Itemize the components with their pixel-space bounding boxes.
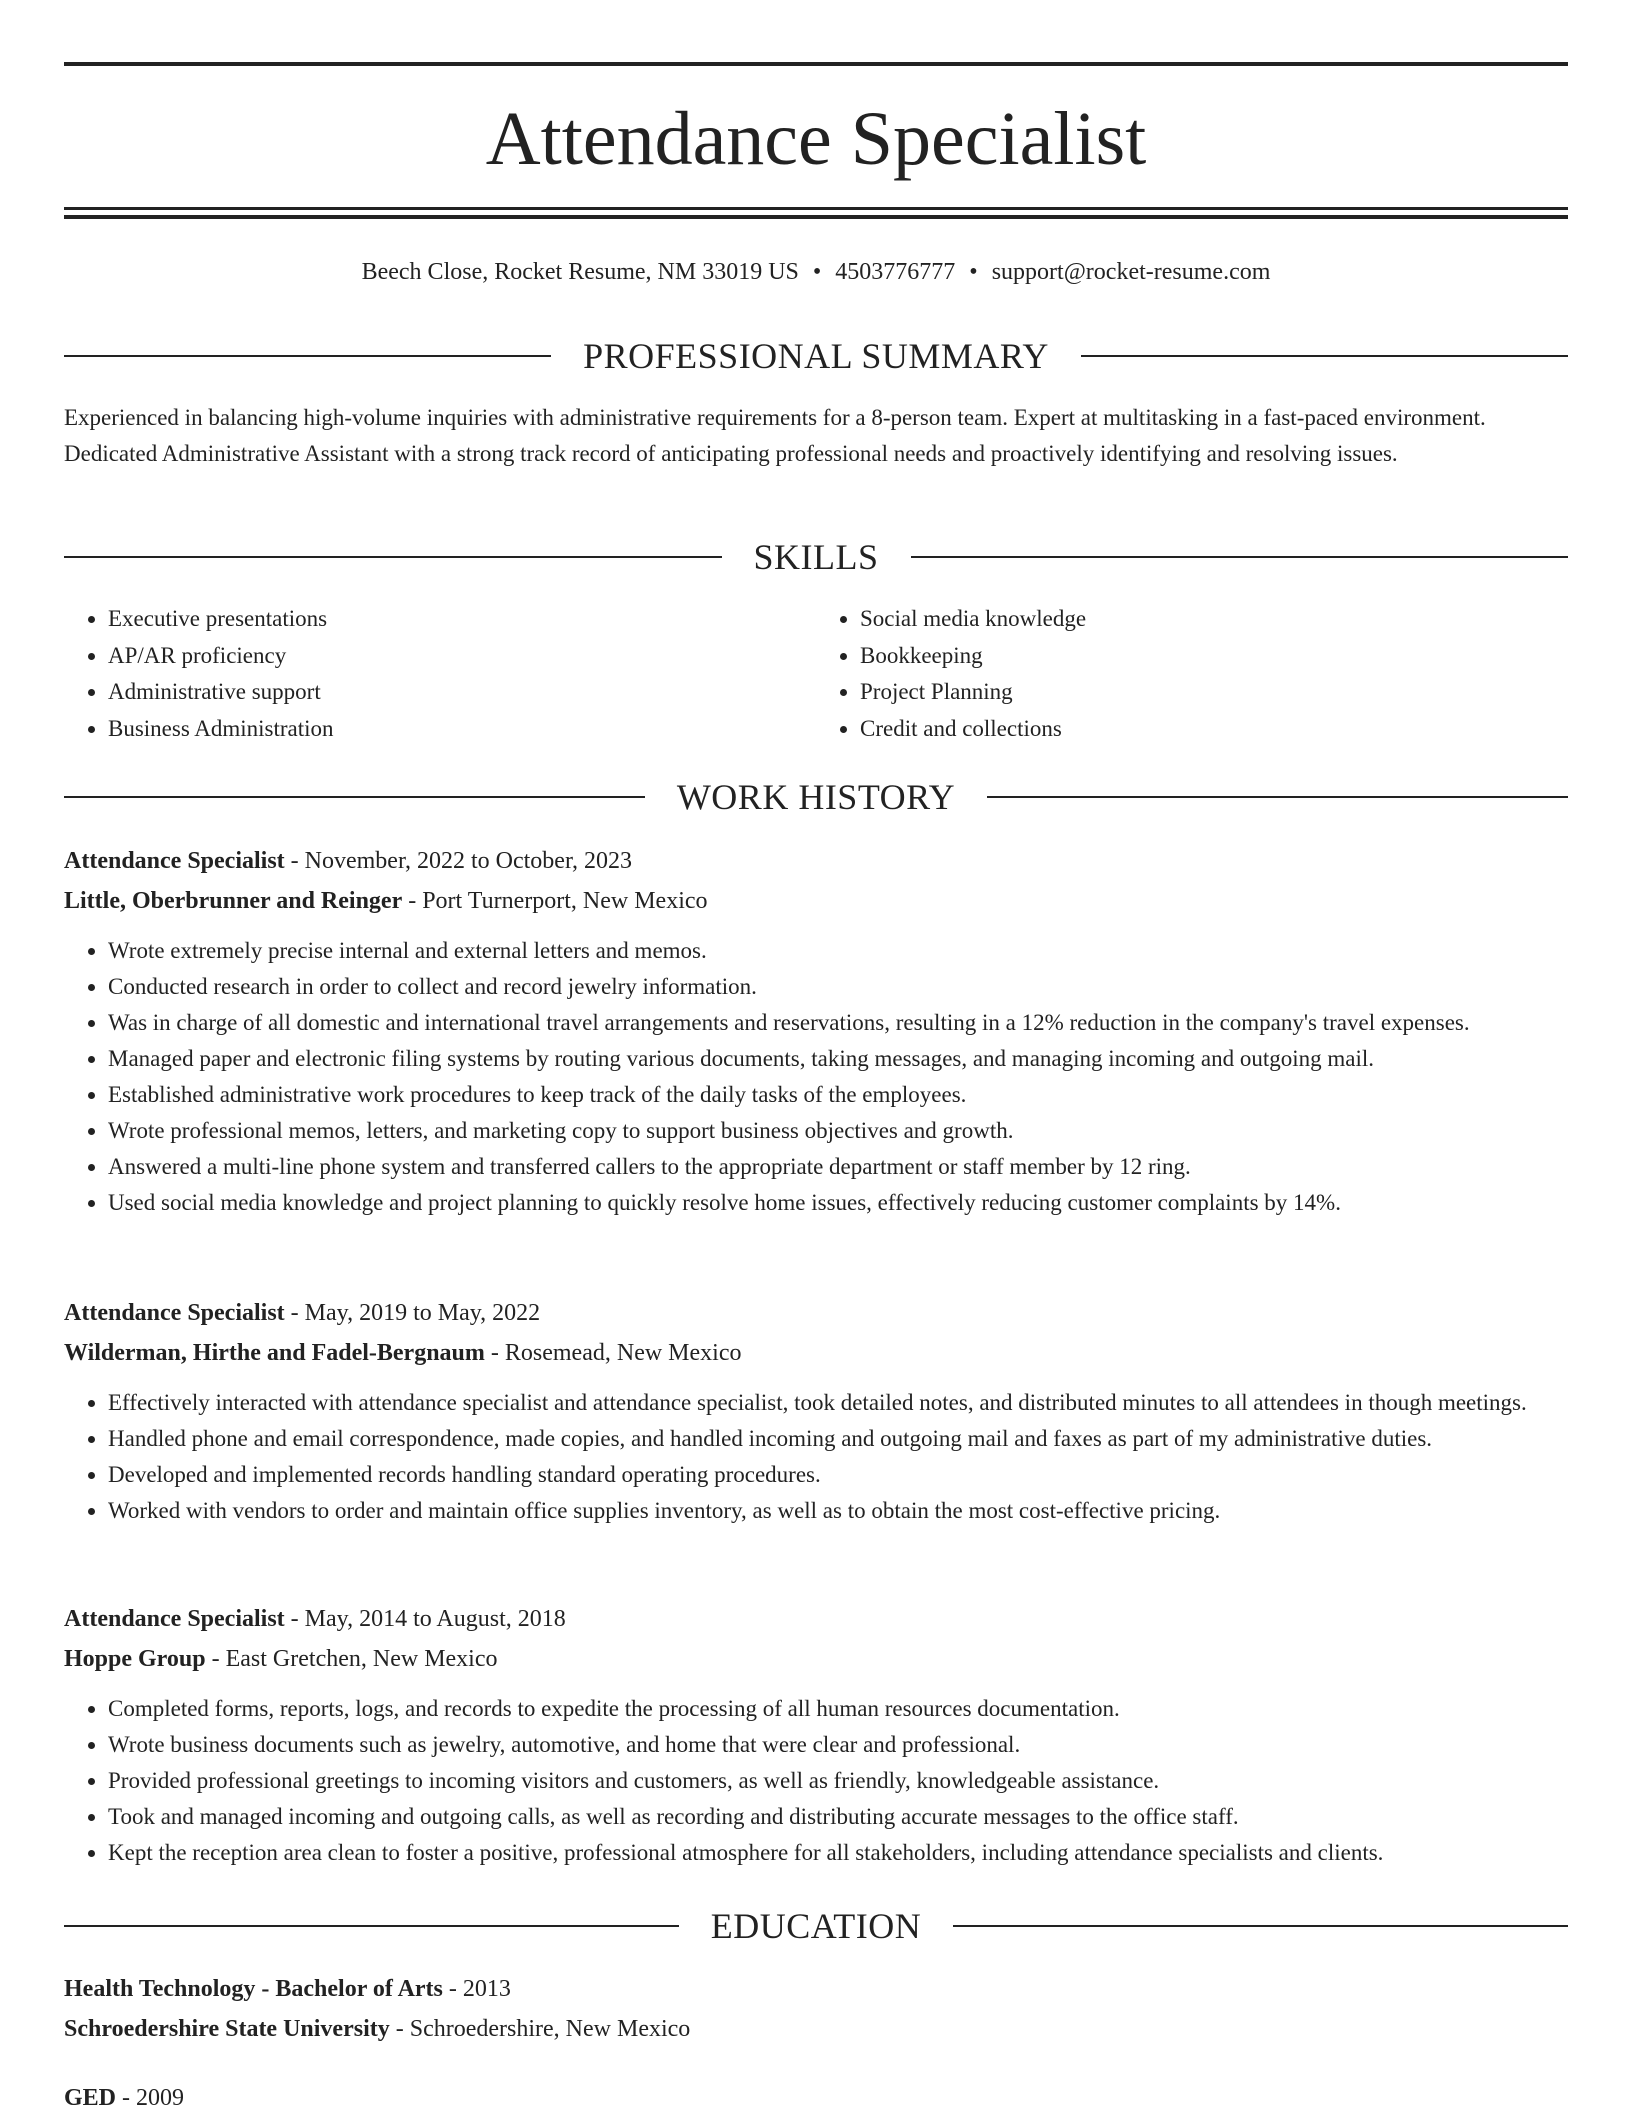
job-bullet: • Handled phone and email correspondence, made copies, and handled incoming and outgoing mail and faxes as part of my administrative duties. xyxy=(108,1421,1568,1457)
divider xyxy=(64,796,645,798)
job-dates: - May, 2014 to August, 2018 xyxy=(284,1606,566,1632)
job-entry xyxy=(64,1293,1568,1529)
skills-list xyxy=(64,601,1568,747)
education-entry xyxy=(64,1969,1568,2049)
job-bullet: • Established administrative work procedures to keep track of the daily tasks of the employees. xyxy=(108,1077,1568,1113)
company-name: Wilderman, Hirthe and Fadel-Bergnaum xyxy=(64,1340,485,1366)
job-bullet: • Worked with vendors to order and maintain office supplies inventory, as well as to obtain the most cost-effective pricing. xyxy=(108,1493,1568,1529)
divider xyxy=(64,556,722,558)
skill-item: • Administrative support xyxy=(108,674,816,711)
section-title: PROFESSIONAL SUMMARY xyxy=(583,336,1049,376)
job-bullet: • Wrote business documents such as jewelry, automotive, and home that were clear and professional. xyxy=(108,1727,1568,1763)
job-location: - Rosemead, New Mexico xyxy=(484,1340,742,1366)
degree-year: - 2013 xyxy=(442,1976,511,2002)
job-title-line xyxy=(64,1293,1568,1333)
education-entry xyxy=(64,2078,1568,2118)
school-name: Schroedershire State University xyxy=(64,2016,390,2042)
section-header-skills xyxy=(64,535,1568,579)
contact-line xyxy=(64,254,1568,290)
job-bullet: • Kept the reception area clean to foster a positive, professional atmosphere for all stakeholders, including attendance specialists and clients. xyxy=(108,1835,1568,1871)
double-rule xyxy=(64,207,1568,220)
job-bullets xyxy=(64,1385,1568,1529)
job-bullet: • Developed and implemented records handling standard operating procedures. xyxy=(108,1457,1568,1493)
divider xyxy=(1081,355,1568,357)
job-bullet: • Effectively interacted with attendance specialist and attendance specialist, took detailed notes, and distributed minutes to all attendees in though meetings. xyxy=(108,1385,1568,1421)
job-title-line xyxy=(64,841,1568,881)
divider xyxy=(987,796,1568,798)
school-line xyxy=(64,2009,1568,2049)
job-bullet: • Provided professional greetings to incoming visitors and customers, as well as friendly, knowledgeable assistance. xyxy=(108,1763,1568,1799)
school-location: - Schroedershire, New Mexico xyxy=(389,2016,691,2042)
job-bullet: • Was in charge of all domestic and international travel arrangements and reservations, resulting in a 12% reduction in the company's travel expenses. xyxy=(108,1005,1568,1041)
divider xyxy=(64,1925,679,1927)
job-bullet: • Wrote professional memos, letters, and marketing copy to support business objectives and growth. xyxy=(108,1113,1568,1149)
section-title: SKILLS xyxy=(753,537,879,577)
job-bullet: • Took and managed incoming and outgoing calls, as well as recording and distributing accurate messages to the office staff. xyxy=(108,1799,1568,1835)
skill-item: • Bookkeeping xyxy=(860,638,1568,675)
job-bullets xyxy=(64,1691,1568,1871)
divider xyxy=(911,556,1569,558)
skill-item: • Executive presentations xyxy=(108,601,816,638)
job-bullets xyxy=(64,933,1568,1221)
job-location: - Port Turnerport, New Mexico xyxy=(402,888,708,914)
job-title: Attendance Specialist xyxy=(64,1606,285,1632)
address: Beech Close, Rocket Resume, NM 33019 US xyxy=(361,259,799,285)
degree-line xyxy=(64,1969,1568,2009)
skills-column-left xyxy=(64,601,816,747)
job-bullet: • Managed paper and electronic filing systems by routing various documents, taking messages, and managing incoming and outgoing mail. xyxy=(108,1041,1568,1077)
job-dates: - May, 2019 to May, 2022 xyxy=(284,1300,541,1326)
job-bullet: • Answered a multi-line phone system and transferred callers to the appropriate department or staff member by 12 ring. xyxy=(108,1149,1568,1185)
separator: • xyxy=(812,259,822,285)
skill-item: • AP/AR proficiency xyxy=(108,638,816,675)
job-bullet: • Completed forms, reports, logs, and records to expedite the processing of all human resources documentation. xyxy=(108,1691,1568,1727)
phone: 4503776777 xyxy=(835,259,956,285)
section-header-education xyxy=(64,1904,1568,1948)
job-title-line xyxy=(64,1599,1568,1639)
degree-year: - 2009 xyxy=(116,2085,185,2111)
degree: GED xyxy=(64,2085,117,2111)
skill-item: • Business Administration xyxy=(108,711,816,748)
summary-text: Experienced in balancing high-volume inquiries with administrative requirements for a 8-person team. Expert at multitasking in a fast-paced environment. Dedicated Administrative Assistant with a strong track record of anticipating professional needs and proactively identifying and resolving issues. xyxy=(64,405,1486,466)
company-name: Little, Oberbrunner and Reinger xyxy=(64,888,403,914)
degree-line xyxy=(64,2078,1568,2118)
email: support@rocket-resume.com xyxy=(991,259,1271,285)
job-bullet: • Used social media knowledge and project planning to quickly resolve home issues, effectively reducing customer complaints by 14%. xyxy=(108,1185,1568,1221)
job-title: Attendance Specialist xyxy=(64,1300,285,1326)
job-entry xyxy=(64,841,1568,1221)
section-title: WORK HISTORY xyxy=(676,777,956,817)
job-title: Attendance Specialist xyxy=(64,848,285,874)
divider xyxy=(64,355,551,357)
job-company-line xyxy=(64,1639,1568,1679)
job-location: - East Gretchen, New Mexico xyxy=(205,1646,498,1672)
company-name: Hoppe Group xyxy=(64,1646,206,1672)
job-entry xyxy=(64,1599,1568,1871)
divider xyxy=(953,1925,1568,1927)
section-title: EDUCATION xyxy=(710,1906,922,1946)
skills-column-right xyxy=(816,601,1568,747)
resume-title: Attendance Specialist xyxy=(485,97,1147,181)
job-company-line xyxy=(64,1333,1568,1373)
job-dates: - November, 2022 to October, 2023 xyxy=(284,848,632,874)
separator: • xyxy=(969,259,978,285)
section-header-summary xyxy=(64,334,1568,378)
job-bullet: • Conducted research in order to collect and record jewelry information. xyxy=(108,969,1568,1005)
skill-item: • Social media knowledge xyxy=(860,601,1568,638)
job-company-line xyxy=(64,881,1568,921)
skill-item: • Project Planning xyxy=(860,674,1568,711)
skill-item: • Credit and collections xyxy=(860,711,1568,748)
top-rule xyxy=(64,62,1568,66)
job-bullet: • Wrote extremely precise internal and external letters and memos. xyxy=(108,933,1568,969)
degree: Health Technology - Bachelor of Arts xyxy=(64,1976,443,2002)
section-header-work xyxy=(64,775,1568,819)
